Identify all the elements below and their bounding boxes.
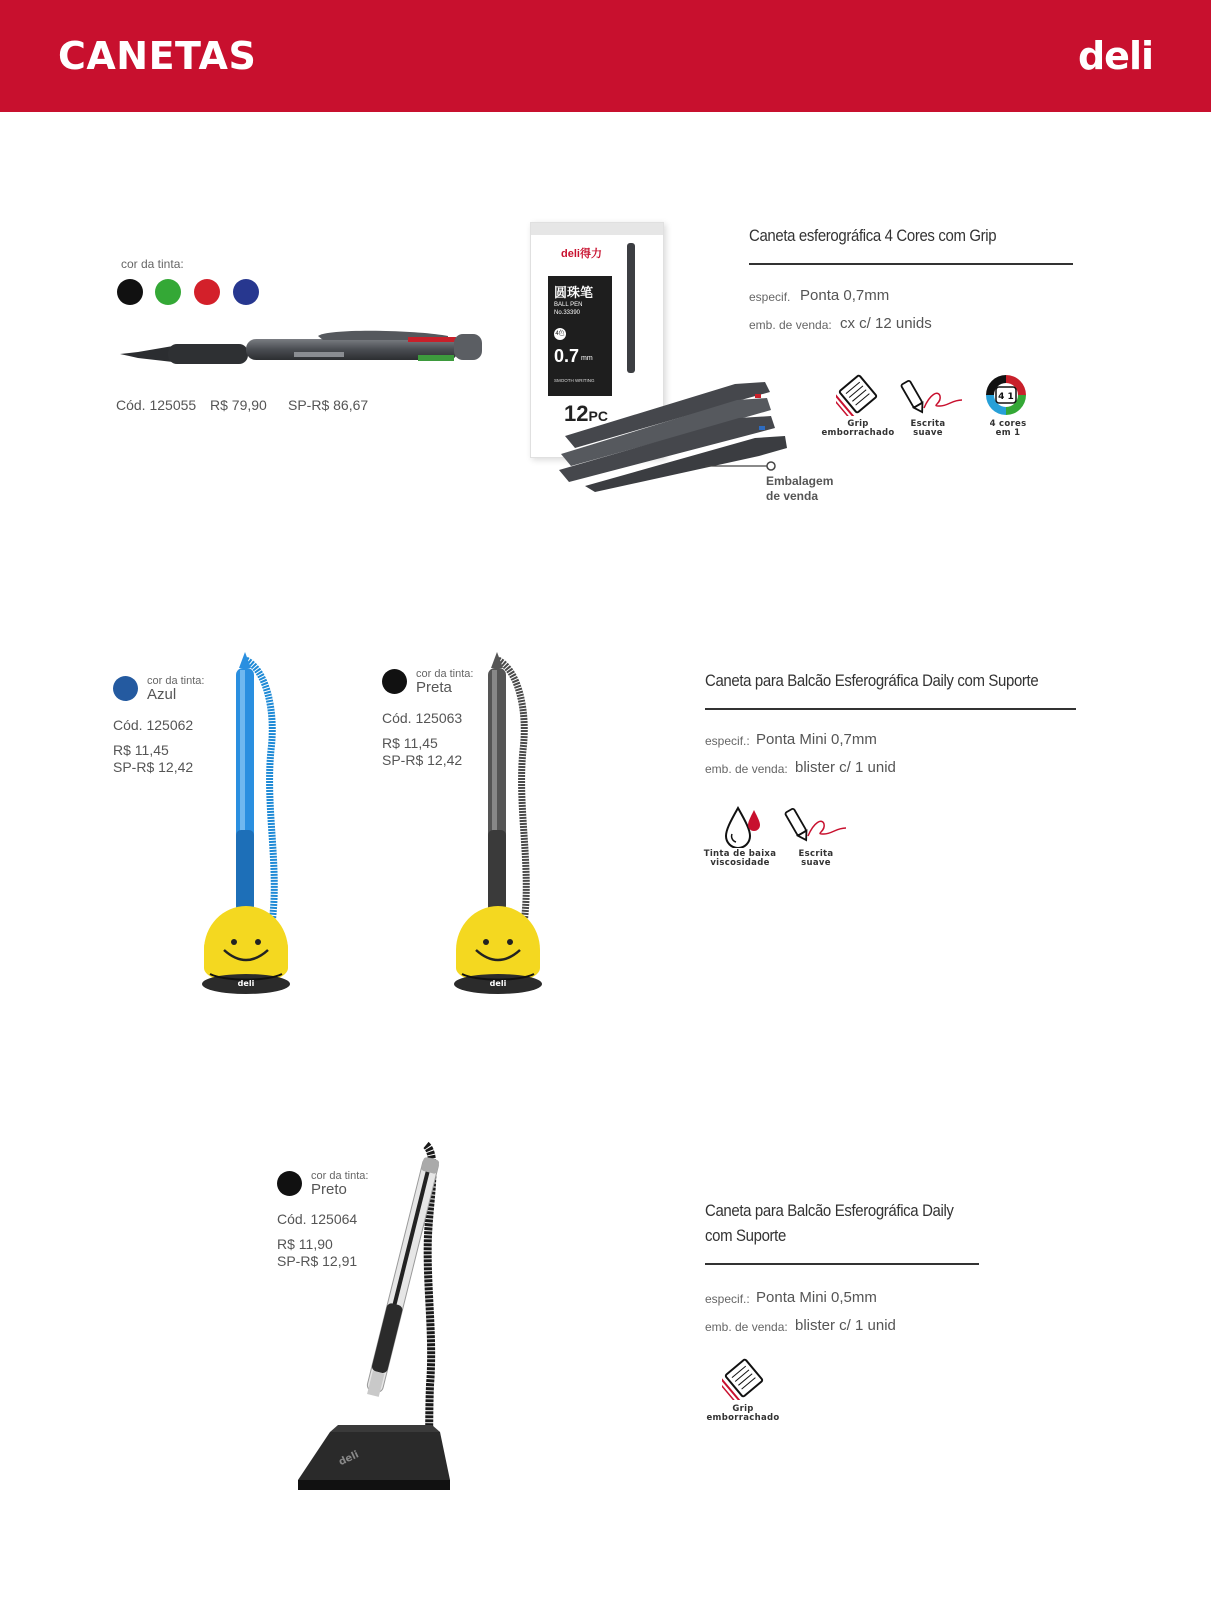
feature-line1: Escrita [798,849,834,859]
feature-line2: viscosidade [710,858,770,868]
spec-label: especif.: [705,734,750,748]
ink-color-label: cor da tinta: [416,668,474,680]
grip-icon [722,1356,766,1400]
feature-line2: em 1 [995,428,1021,438]
counter-pen-stand-image [290,1135,460,1495]
sale-package-label: emb. de venda: [705,1320,788,1334]
sp-price: SP-R$ 12,42 [113,759,194,775]
feature-four-colors-label [968,420,1048,438]
base-logo: deli [337,1449,361,1469]
price: R$ 11,45 [113,742,169,758]
title-divider [705,708,1076,710]
feature-ink-label [700,850,780,868]
spec-value: Ponta Mini 0,5mm [756,1289,877,1306]
price: R$ 11,90 [277,1236,333,1252]
product-code: Cód. 125055 [116,397,197,413]
feature-grip-label [703,1405,783,1423]
product-code: Cód. 125062 [113,717,194,733]
page-title: CANETAS [58,34,257,78]
smooth-writing-icon [784,806,848,846]
sale-package-value: cx c/ 12 unids [840,315,932,332]
feature-line2: suave [801,858,831,868]
box-unit: mm [581,355,593,362]
package-caption-line2: de venda [766,489,819,503]
box-chinese-text: 圆珠笔 [554,285,594,300]
sp-price: SP-R$ 86,67 [288,397,369,413]
feature-line1: Grip [847,419,869,429]
price: R$ 11,45 [382,735,438,751]
feature-smooth-label [893,420,963,438]
spec-value: Ponta 0,7mm [800,287,890,304]
title-divider [705,1263,979,1265]
box-smooth-writing: SMOOTH WRITING [554,378,595,383]
ink-color-dot-black [382,669,407,694]
sale-package-value: blister c/ 1 unid [795,759,896,776]
sp-price: SP-R$ 12,42 [382,752,463,768]
box-subtitle: BALL PEN [554,302,583,308]
counter-pen-blue-image [196,650,296,1010]
box-model: No.33390 [554,310,581,316]
ink-swatch-red [194,279,220,305]
product-code: Cód. 125063 [382,710,463,726]
ink-color-name: Azul [147,686,177,703]
four-colors-icon [984,373,1028,417]
counter-pen-black-image [448,650,548,1010]
box-size: 0.7 [554,346,580,366]
product-title-line2: com Suporte [705,1226,786,1245]
brand-logo: deli [1077,34,1153,78]
page-header [0,0,1211,112]
feature-line1: 4 cores [989,419,1027,429]
feature-smooth-label [781,850,851,868]
feature-line2: emborrachado [821,428,895,438]
feature-line2: suave [913,428,943,438]
feature-line1: Escrita [910,419,946,429]
package-caption-line1: Embalagem [766,474,834,488]
product-code: Cód. 125064 [277,1211,358,1227]
spec-label: especif. [749,290,791,304]
box-count-suffix: PC [588,408,608,424]
four-in-one-badge: 4 1 [998,392,1014,402]
ink-color-name: Preta [416,679,452,696]
package-caption [766,474,833,504]
feature-line2: emborrachado [706,1413,780,1423]
sale-package-label: emb. de venda: [749,318,832,332]
ink-color-label: cor da tinta: [147,675,205,687]
smooth-writing-icon [900,378,964,418]
low-viscosity-ink-icon [724,804,764,848]
ink-color-label: cor da tinta: [121,257,184,271]
product-title: Caneta esferográfica 4 Cores com Grip [749,226,997,245]
feature-line1: Tinta de baixa [703,849,777,859]
spec-value: Ponta Mini 0,7mm [756,731,877,748]
spec-label: especif.: [705,1292,750,1306]
ink-color-label: cor da tinta: [311,1170,369,1182]
title-divider [749,263,1073,265]
sp-price: SP-R$ 12,91 [277,1253,358,1269]
feature-grip-label [818,420,898,438]
box-count-number: 12 [564,401,589,426]
ink-color-name: Preto [311,1181,347,1198]
ink-color-dot-blue [113,676,138,701]
ink-swatch-black [117,279,143,305]
sale-package-label: emb. de venda: [705,762,788,776]
ink-swatch-blue [233,279,259,305]
box-brand: deli得力 [561,248,602,260]
box-badge: 4色 [554,328,566,340]
feature-line1: Grip [732,1404,754,1414]
product-title-line1: Caneta para Balcão Esferográfica Daily [705,1201,954,1220]
price: R$ 79,90 [210,397,267,413]
sale-package-value: blister c/ 1 unid [795,1317,896,1334]
four-color-pen-image [118,322,486,372]
ink-swatch-green [155,279,181,305]
grip-icon [836,372,880,416]
base-logo: deli [489,979,507,988]
product-title: Caneta para Balcão Esferográfica Daily com Suporte [705,671,1039,690]
base-logo: deli [237,979,255,988]
